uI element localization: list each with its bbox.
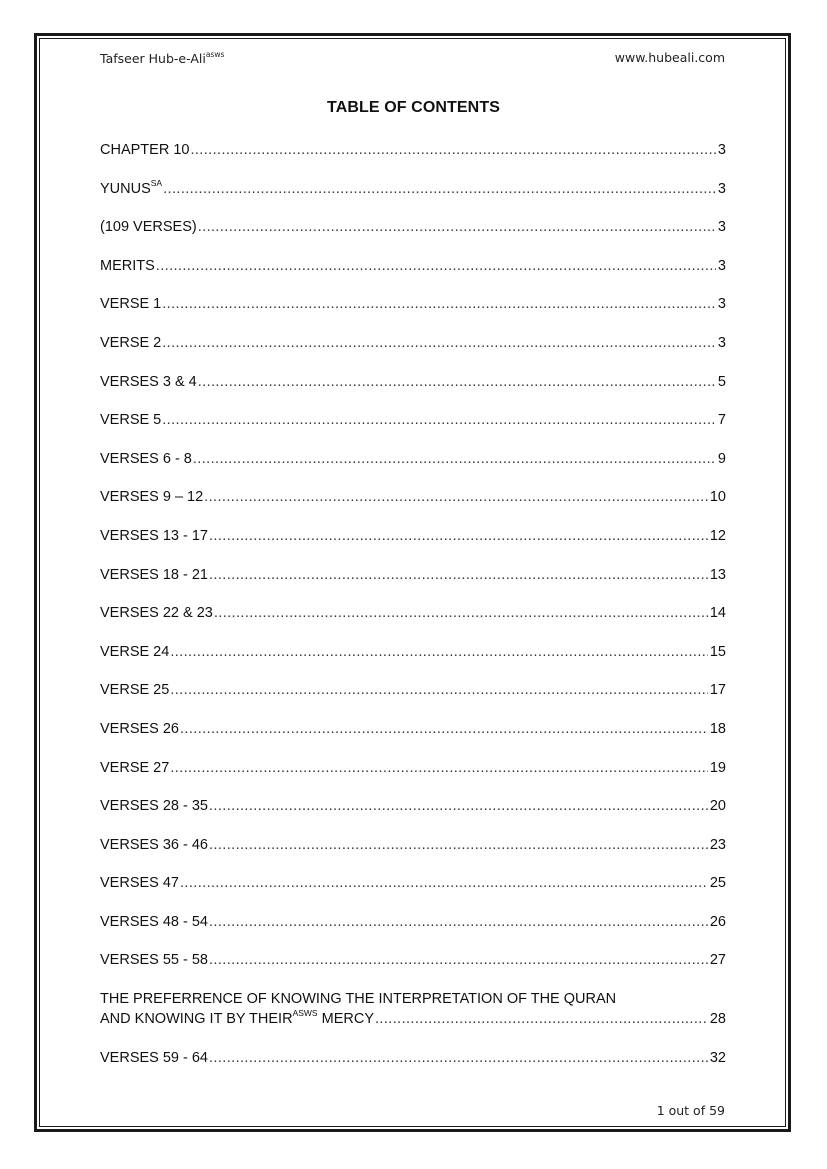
dot-leader xyxy=(162,294,716,314)
toc-entry[interactable] xyxy=(100,758,726,778)
toc-entry-page: 32 xyxy=(709,1049,726,1066)
header-url: www.hubeali.com xyxy=(614,50,725,65)
header-title-sup: asws xyxy=(205,50,225,59)
toc-entry-label: (109 VERSES) xyxy=(100,219,197,236)
toc-entry[interactable] xyxy=(100,449,726,469)
toc-entry[interactable] xyxy=(100,179,726,199)
toc-entry-page: 28 xyxy=(709,1011,726,1028)
toc-entry[interactable] xyxy=(100,217,726,237)
toc-entry-multiline[interactable] xyxy=(100,989,726,1029)
dot-leader xyxy=(209,835,708,855)
dot-leader xyxy=(180,873,708,893)
toc-entry-page: 17 xyxy=(709,682,726,699)
toc-entry-label: VERSE 2 xyxy=(100,334,162,351)
dot-leader xyxy=(209,565,708,585)
toc-entry-label-line1: THE PREFERRENCE OF KNOWING THE INTERPRETATION OF THE QURAN xyxy=(100,991,617,1008)
toc-entry-label-line2 xyxy=(100,1009,726,1029)
toc-entry-label: VERSES 6 - 8 xyxy=(100,450,192,467)
toc-entry[interactable] xyxy=(100,719,726,739)
toc-entry[interactable] xyxy=(100,333,726,353)
toc-entry-label: VERSE 5 xyxy=(100,412,162,429)
toc-entry-page: 5 xyxy=(717,373,726,390)
toc-entry-page: 7 xyxy=(717,412,726,429)
toc-entry[interactable] xyxy=(100,873,726,893)
dot-leader xyxy=(209,796,708,816)
toc-entry-label: VERSES 18 - 21 xyxy=(100,566,208,583)
toc-entry-page: 3 xyxy=(717,142,726,158)
toc-entry-page: 3 xyxy=(717,180,726,197)
dot-leader xyxy=(156,256,716,276)
toc-entry[interactable] xyxy=(100,642,726,662)
toc-entry-label-line2-text: AND KNOWING IT BY $THEIR^{ASWS}$ MERCY xyxy=(100,1008,374,1028)
toc-entry[interactable] xyxy=(100,526,726,546)
toc-entry-label: VERSES 13 - 17 xyxy=(100,527,208,544)
toc-entry-label: MERITS xyxy=(100,257,155,274)
dot-leader xyxy=(170,680,708,700)
dot-leader xyxy=(190,140,715,160)
toc-entry-page: 23 xyxy=(709,836,726,853)
toc-entry-page: 13 xyxy=(709,566,726,583)
toc-entry-label: VERSES 47 xyxy=(100,875,179,892)
toc-entry-label: CHAPTER 10 xyxy=(100,142,190,158)
toc-entry-page: 20 xyxy=(709,798,726,815)
toc-entry-label: VERSES 26 xyxy=(100,720,179,737)
dot-leader xyxy=(198,372,716,392)
dot-leader xyxy=(209,950,708,970)
table-of-contents xyxy=(100,140,726,1086)
dot-leader xyxy=(209,526,708,546)
dot-leader xyxy=(170,758,708,778)
toc-entry-label: VERSE 25 xyxy=(100,682,170,699)
toc-entry-page: 25 xyxy=(709,875,726,892)
toc-entry-label: VERSES 36 - 46 xyxy=(100,836,208,853)
toc-entry[interactable] xyxy=(100,950,726,970)
toc-entry-label: VERSES 22 & 23 xyxy=(100,605,213,622)
toc-entry[interactable] xyxy=(100,410,726,430)
toc-entry-label: VERSE 24 xyxy=(100,643,170,660)
toc-entry[interactable] xyxy=(100,680,726,700)
toc-entry-label: VERSES 9 – 12 xyxy=(100,489,204,506)
dot-leader xyxy=(162,410,716,430)
toc-entry-label: VERSES 3 & 4 xyxy=(100,373,197,390)
dot-leader xyxy=(180,719,708,739)
toc-entry-page: 15 xyxy=(709,643,726,660)
toc-entry-page: 12 xyxy=(709,527,726,544)
page-number: 1 out of 59 xyxy=(656,1103,725,1118)
toc-entry-page: 3 xyxy=(717,257,726,274)
header-title-text: Tafseer Hub-e-Ali xyxy=(100,51,206,66)
toc-entry-page: 9 xyxy=(717,450,726,467)
toc-entry[interactable] xyxy=(100,912,726,932)
toc-entry[interactable] xyxy=(100,835,726,855)
toc-entry-label: VERSES 48 - 54 xyxy=(100,913,208,930)
toc-entry[interactable] xyxy=(100,372,726,392)
dot-leader xyxy=(170,642,708,662)
toc-entry-label: $YUNUS^{SA}$ xyxy=(100,177,163,197)
toc-entry-page: 3 xyxy=(717,334,726,351)
toc-entry-page: 18 xyxy=(709,720,726,737)
toc-entry[interactable] xyxy=(100,796,726,816)
dot-leader xyxy=(209,1048,708,1068)
toc-entry-label: VERSES 55 - 58 xyxy=(100,952,208,969)
toc-entry-page: 14 xyxy=(709,605,726,622)
dot-leader xyxy=(163,179,716,199)
toc-title: TABLE OF CONTENTS xyxy=(327,99,500,116)
dot-leader xyxy=(214,603,708,623)
toc-entry-page: 3 xyxy=(717,296,726,313)
toc-entry-label: VERSE 27 xyxy=(100,759,170,776)
toc-entry[interactable] xyxy=(100,487,726,507)
header-title xyxy=(100,50,224,66)
dot-leader xyxy=(198,217,716,237)
toc-entry-label: VERSE 1 xyxy=(100,296,162,313)
dot-leader xyxy=(209,912,708,932)
toc-entry[interactable] xyxy=(100,603,726,623)
toc-entry-page: 10 xyxy=(709,489,726,506)
toc-entry[interactable] xyxy=(100,1048,726,1068)
dot-leader xyxy=(193,449,716,469)
toc-entry-page: 19 xyxy=(709,759,726,776)
toc-entry[interactable] xyxy=(100,140,726,160)
toc-entry-label: VERSES 28 - 35 xyxy=(100,798,208,815)
dot-leader xyxy=(375,1009,708,1029)
toc-entry-page: 3 xyxy=(717,219,726,236)
toc-entry[interactable] xyxy=(100,256,726,276)
toc-entry-label: VERSES 59 - 64 xyxy=(100,1049,208,1066)
toc-entry-page: 26 xyxy=(709,913,726,930)
toc-entry[interactable] xyxy=(100,294,726,314)
toc-entry[interactable] xyxy=(100,565,726,585)
dot-leader xyxy=(162,333,716,353)
toc-entry-page: 27 xyxy=(709,952,726,969)
dot-leader xyxy=(204,487,708,507)
